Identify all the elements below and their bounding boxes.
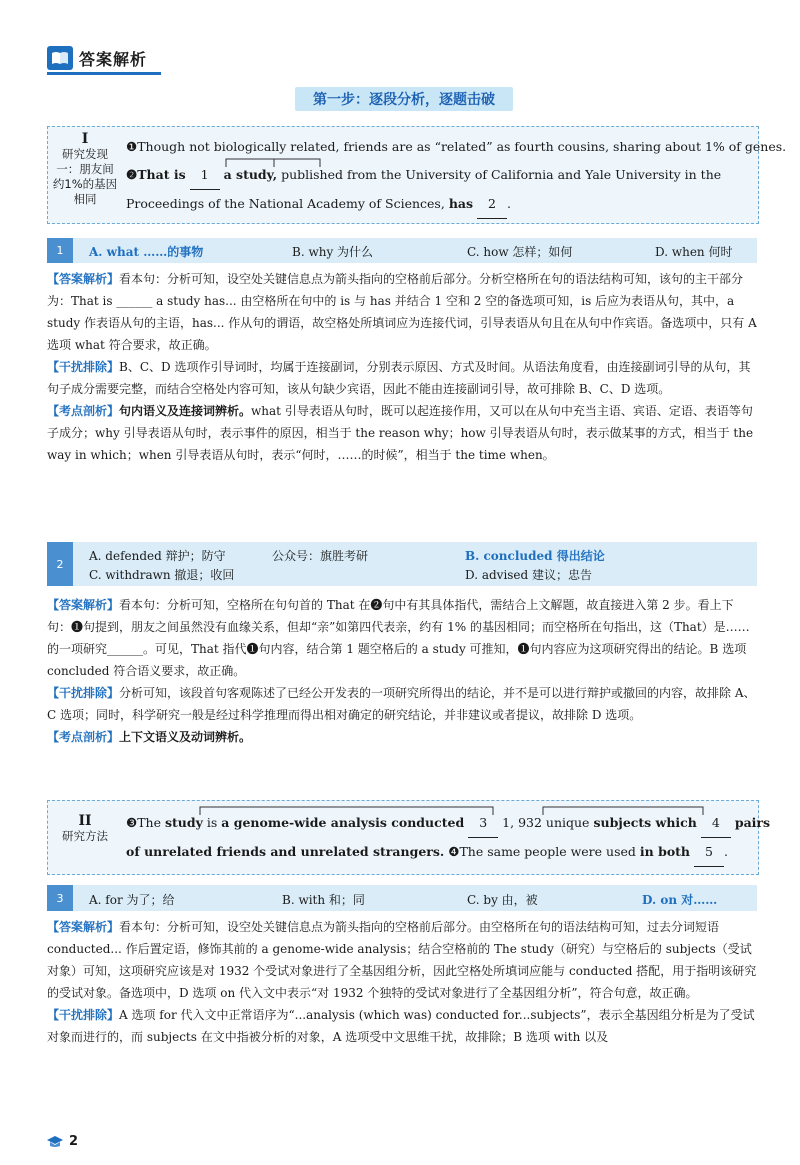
- sentence-3: Proceedings of the National Academy of Sciences, has 2 .: [126, 190, 751, 219]
- option-a[interactable]: A. defended 辩护；防守: [89, 549, 226, 563]
- q1-answer: 【答案解析】看本句：分析可知，设空处关键信息点为箭头指向的空格前后部分。分析空格所在句的语法结构可知，该句的主干部分为：That is ______ a study has... 由空格所在句中的 is 与 has 并结合 1 空和 2 空的备选项可知，is 后应为表语从句，其中，a study 作表语从句的主语，has... 作从句的谓语，故空格处所填词应为连接代词，引导表语从句且在从句中作宾语。备选项中，只有 A 选项 what 符合要求，故正确。: [47, 272, 757, 352]
- q2-distract: 【干扰排除】分析可知，该段首句客观陈述了已经公开发表的一项研究所得出的结论，并不是可以进行辩护或撤回的内容，故排除 A、C 选项；同时，科学研究一般是经过科学推理而得出相对确定的研究结论，并非建议或者提议，故排除 D 选项。: [47, 686, 756, 722]
- sentence-1: ❶Though not biologically related, friends are as “related” as fourth cousins, sharing about 1% of genes.: [126, 139, 787, 154]
- watermark-text: 公众号：旗胜考研: [272, 549, 369, 563]
- options-bar-q1: [47, 238, 757, 263]
- options-bar-q2: [47, 542, 757, 586]
- option-c[interactable]: C. by 由，被: [467, 893, 538, 907]
- q2-explanation: [47, 594, 757, 748]
- graduation-cap-icon: [47, 1136, 63, 1148]
- blank-1[interactable]: 1: [190, 161, 220, 190]
- sentence-3-text: Proceedings of the National Academy of Sciences,: [126, 196, 445, 211]
- page-number: 2: [69, 1134, 79, 1149]
- passage-number: I: [81, 131, 89, 147]
- question-number: 2: [47, 542, 73, 586]
- blank-3[interactable]: 3: [468, 809, 498, 838]
- option-c[interactable]: C. withdrawn 撤退；收回: [89, 568, 235, 582]
- q3-distract: 【干扰排除】A 选项 for 代入文中正常语序为“...analysis (which was) conducted for...subjects”，表示全基因组分析是为了受试对象而进行的，而 subjects 在文中指被分析的对象，A 选项受中文思维干扰，故排除；B 选项 with 以及: [47, 1008, 755, 1044]
- passage-label-block: [52, 813, 118, 844]
- passage-text: [126, 809, 771, 867]
- sentence-2-key: a study,: [223, 167, 278, 182]
- option-c[interactable]: C. how 怎样；如何: [467, 245, 573, 259]
- q1-point: 【考点剖析】句内语义及连接词辨析。what 引导表语从句时，既可以起连接作用，又可以在从句中充当主语、宾语、定语、表语等句子成分；why 引导表语从句时，表示事件的原因，相当于 the reason why；how 引导表语从句时，表示做某事的方式，相当于 the way in which；when 引导表语从句时，表示“何时，……的时候”，相当于 the time when。: [47, 404, 754, 462]
- arrow-annotation: [224, 155, 324, 169]
- passage-text: [126, 133, 787, 219]
- option-b[interactable]: B. why 为什么: [292, 245, 374, 259]
- passage-box-1: [47, 126, 787, 224]
- q1-distract: 【干扰排除】B、C、D 选项作引导词时，均属于连接副词，分别表示原因、方式及时间。从语法角度看，由连接副词引导的从句，其句子成分需要完整，而结合空格处内容可知，该从句缺少宾语，因此不能由连接副词引导，故可排除 B、C、D 选项。: [47, 360, 751, 396]
- option-d[interactable]: D. advised 建议；忠告: [465, 568, 593, 582]
- blank-4[interactable]: 4: [701, 809, 731, 838]
- option-a[interactable]: A. for 为了；给: [89, 893, 175, 907]
- passage-box-2: [47, 800, 771, 875]
- q3-explanation: [47, 916, 757, 1048]
- step-banner: 第一步：逐段分析，逐题击破: [295, 87, 513, 111]
- section-title: 答案解析: [79, 49, 148, 69]
- header-underline: [47, 72, 161, 75]
- passage-label-block: [52, 131, 118, 207]
- section-header: [47, 45, 161, 71]
- sentence-2-rest: published from the University of California and Yale University in the: [281, 167, 722, 182]
- blank-2[interactable]: 2: [477, 190, 507, 219]
- question-number: 1: [47, 238, 73, 263]
- sentence-2-subject: ❷That is: [126, 167, 186, 182]
- q2-point: 【考点剖析】上下文语义及动词辨析。: [47, 730, 252, 744]
- option-a[interactable]: A. what ……的事物: [89, 245, 204, 259]
- arrow-annotation: [198, 803, 718, 817]
- q2-answer: 【答案解析】看本句：分析可知，空格所在句句首的 That 在❷句中有其具体指代，需结合上文解题，故直接进入第 2 步。看上下句：❶句提到，朋友之间虽然没有血缘关系，但却“亲”如第四代表亲，约有 1% 的基因相同；而空格所在句指出，这（That）是……的一项研究______。可见，That 指代❶句内容，结合第 1 题空格后的 a study 可推知，❶句内容应为这项研究得出的结论。B 选项 concluded 符合语义要求，故正确。: [47, 598, 750, 678]
- option-b[interactable]: B. with 和；同: [282, 893, 365, 907]
- passage-label: 研究发现一：朋友间约1%的基因相同: [52, 147, 118, 206]
- book-icon: [47, 46, 73, 70]
- sentence-2: [126, 161, 751, 190]
- passage-number: II: [78, 813, 92, 829]
- passage-label: 研究方法: [62, 829, 108, 843]
- sentence-3-verb: has: [448, 196, 474, 211]
- blank-5[interactable]: 5: [694, 838, 724, 867]
- option-d[interactable]: D. on 对……: [642, 893, 718, 907]
- sentence-4: of unrelated friends and unrelated strangers. ❹The same people were used in both 5 .: [126, 838, 751, 867]
- option-b[interactable]: B. concluded 得出结论: [465, 549, 605, 563]
- q1-explanation: [47, 268, 757, 466]
- sentence-3: ❸The study is a genome-wide analysis conducted 3 1, 932 unique subjects which 4 pairs: [126, 809, 751, 838]
- question-number: 3: [47, 885, 73, 911]
- page-footer: [47, 1134, 78, 1149]
- q3-answer: 【答案解析】看本句：分析可知，设空处关键信息点为箭头指向的空格前后部分。由空格所在句的语法结构可知，过去分词短语 conducted... 作后置定语，修饰其前的 a genome-wide analysis；结合空格前的 The study（研究）与空格后的 subjects（受试对象）可知，这项研究应该是对 1932 个受试对象进行了全基因组分析，因此空格处所填词应能与 conducted 搭配，用于指明该研究的受试对象。备选项中，D 选项 on 代入文中表示“对 1932 个独特的受试对象进行了全基因组分析”，符合句意，故正确。: [47, 920, 757, 1000]
- options-bar-q3: [47, 885, 757, 911]
- option-d[interactable]: D. when 何时: [655, 245, 733, 259]
